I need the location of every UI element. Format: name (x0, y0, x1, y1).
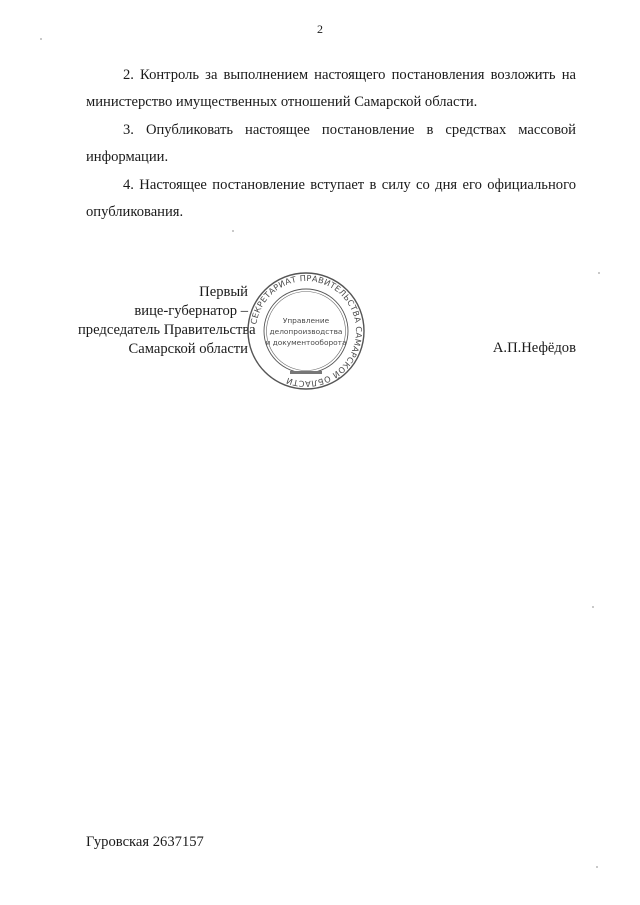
scan-speck (592, 606, 594, 608)
seal-center-line: Управление (282, 316, 330, 325)
page-number: 2 (317, 22, 323, 36)
signer-position (78, 283, 256, 359)
paragraph-effective-date: 4. Настоящее постановление вступает в силу со дня его официального опубликования. (86, 177, 576, 220)
seal-center-line: делопроизводства (269, 327, 343, 336)
signer-position-line: председатель Правительства (78, 322, 256, 338)
seal-ring-text: СЕКРЕТАРИАТ ПРАВИТЕЛЬСТВА САМАРСКОЙ ОБЛАСТИ (248, 272, 365, 390)
signer-position-line: Первый (199, 284, 248, 300)
scan-speck (598, 272, 600, 274)
paragraph-publish: 3. Опубликовать настоящее постановление в средствах массовой информации. (86, 122, 576, 165)
seal-center-line: и документооборота (265, 338, 347, 347)
scan-speck (40, 38, 42, 40)
signer-position-line: вице-губернатор – (134, 303, 248, 319)
paragraph-control: 2. Контроль за выполнением настоящего постановления возложить на министерство имущественных отношений Самарской области. (86, 67, 576, 110)
executor-contact: Гуровская 2637157 (86, 834, 204, 850)
signer-name: А.П.Нефёдов (492, 340, 576, 356)
scan-speck (232, 230, 234, 232)
scan-speck (596, 866, 598, 868)
official-seal (246, 271, 366, 391)
seal-bar (290, 371, 322, 374)
signer-position-line: Самарской области (128, 341, 248, 357)
